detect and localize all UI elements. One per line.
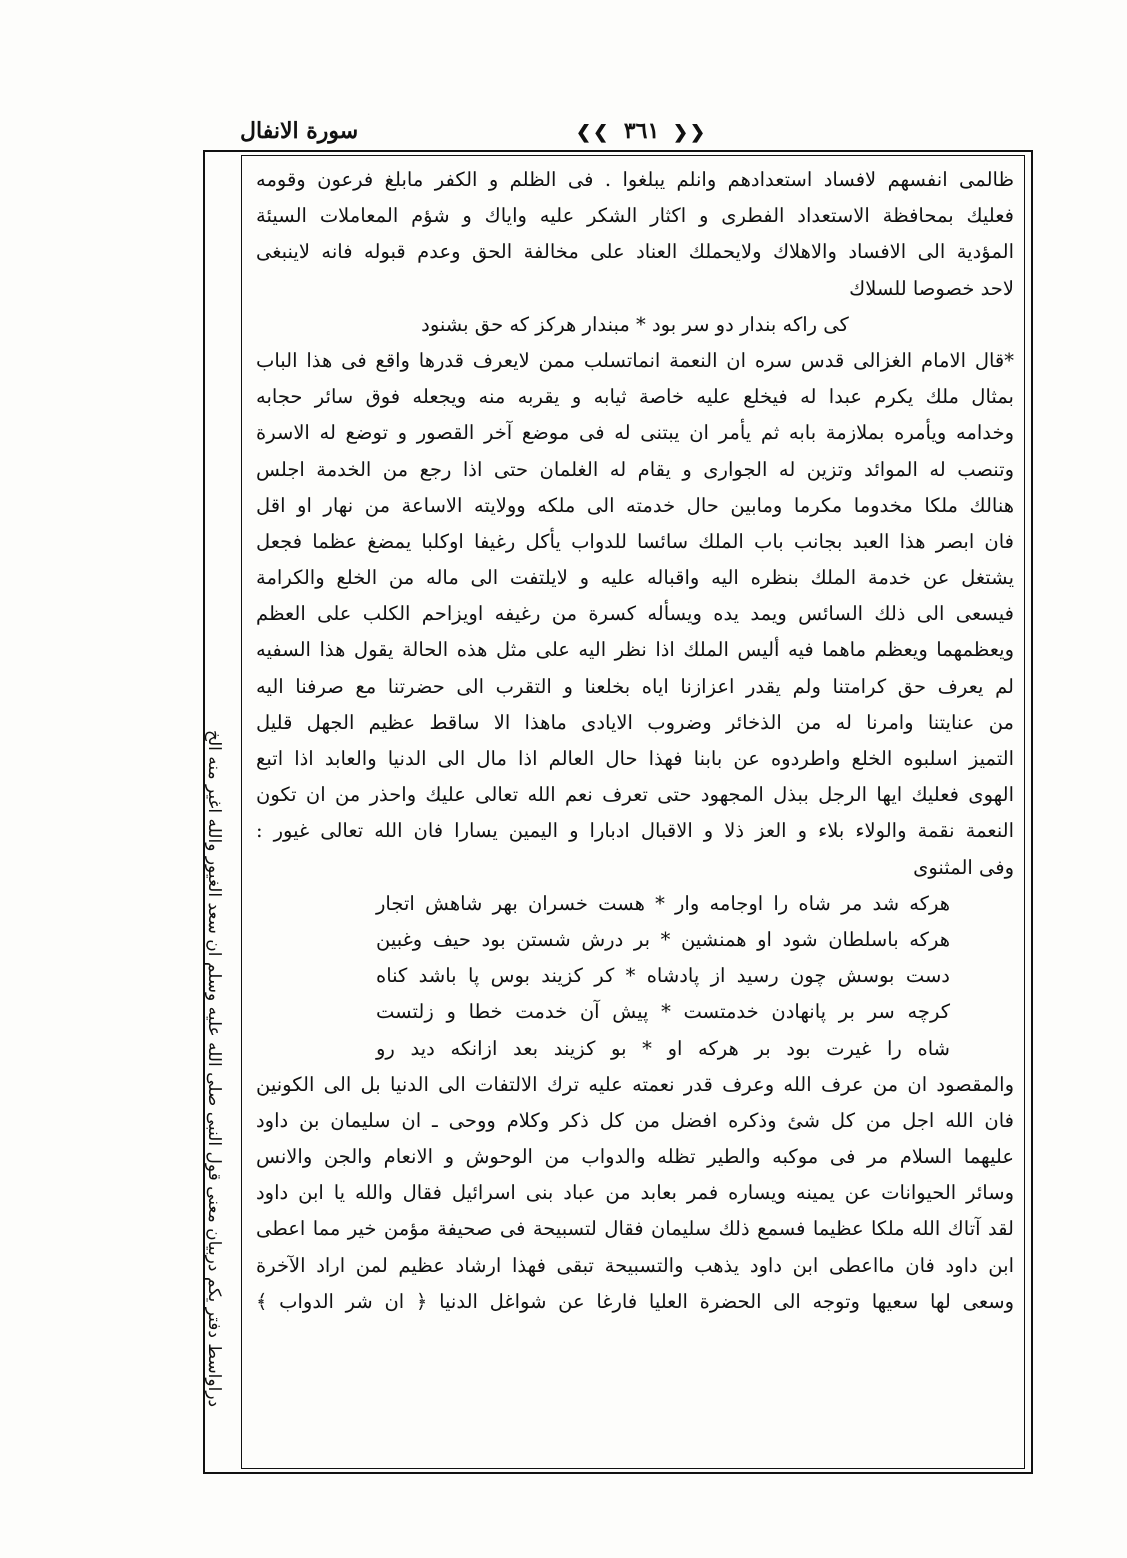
text-line: التميز اسلبوه الخلع واطردوه عن بابنا فهذا حال العالم اذا مال الى الدنيا والعابد اذا اتبع [256, 747, 1014, 770]
poem-line: هركه شد مر شاه را اوجامه وار * هست خسران بهر شاهش اتجار [376, 891, 950, 915]
page-header [240, 118, 1040, 148]
text-line: *قال الامام الغزالى قدس سره ان النعمة انماتسلب ممن لايعرف قدرها واقع فى هذا الباب [256, 348, 1014, 372]
poem-line: كرچه سر بر پانهادن خدمتست * پيش آن خدمت خطا و زلتست [376, 1000, 950, 1024]
text-line: وسائر الحيوانات عن يمينه ويساره فمر بعابد من عباد بنى اسرائيل فقال والله يا ابن داود [256, 1181, 1014, 1205]
text-line: الهوى فعليك ايها الرجل ببذل المجهود حتى تعرف نعم الله تعالى عليك واحذر من ان تكون [256, 783, 1014, 807]
poem-line: هركه باسلطان شود او همنشين * بر درش شستن بود حيف وغبين [376, 927, 950, 951]
ornament-right-icon: ❮❮ [672, 122, 708, 143]
text-line: يشتغل عن خدمة الملك بنظره اليه واقباله عليه و لايلتفت الى ماله من الخلع والكرامة [256, 566, 1014, 590]
text-line: فان الله اجل من كل شئ وذكره افضل من كل ذكر وكلام ووحى ـ ان سليمان بن داود [256, 1108, 1014, 1132]
text-line: لم يعرف حق كرامتنا ولم يقدر اعزازنا اياه بخلعنا و التقرب الى حضرتنا مع صرفنا اليه [256, 674, 1014, 698]
text-line: وخدامه ويأمره بملازمة بابه ثم يأمر ان يبتنى له فى موضع آخر القصور و توضع له الاسرة [256, 421, 1014, 445]
text-line: هنالك ملكا مخدوما مكرما ومابين حال خدمته الى ملكه وولايته الاساعة من نهار او اقل [256, 493, 1014, 517]
page-number: ٣٦١ [623, 118, 660, 144]
poem-line: شاه را غيرت بود بر هركه او * بو كزيند بعد ازانكه ديد رو [376, 1036, 950, 1060]
text-line: المؤدية الى الافساد والاهلاك ولايحملك العناد على مخالفة الحق وعدم قبوله فانه لاينبغى [256, 240, 1014, 264]
poem-line: دست بوسش چون رسيد از پادشاه * كر كزيند بوس پا باشد كناه [376, 964, 950, 988]
text-line: فيسعى الى ذلك السائس ويمد يده ويسأله كسرة من رغيفه اويزاحم الكلب على العظم [256, 602, 1014, 626]
text-line: فعليك بمحافظة الاستعداد الفطرى و اكثار الشكر عليه واياك و شؤم المعاملات السيئة [256, 204, 1014, 228]
text-line: وتنصب له الموائد وتزين له الجوارى و يقام له الغلمان حتى اذا رجع من الخدمة اجلس [256, 457, 1014, 481]
text-line: وفى المثنوى [913, 855, 1014, 879]
text-line: من عنايتنا وامرنا له من الذخائر وضروب الايادى ماهذا الا ساقط عظيم الجهل قليل [256, 710, 1014, 734]
ornament-left-icon: ❯❯ [576, 122, 611, 143]
text-line: ويعظمهما ويعظم ماهما فيه أليس الملك اذا نظر اليه على مثل هذه الحالة يقول هذا السفيه [256, 638, 1014, 662]
text-line: النعمة نقمة والولاء بلاء و العز ذلا و الاقبال ادبارا و اليمين يسارا فان الله تعالى غيور : [256, 819, 1014, 843]
text-line: والمقصود ان من عرف الله وعرف قدر نعمته عليه ترك الالتفات الى الدنيا بل الى الكونين [256, 1072, 1014, 1096]
text-line: بمثال ملك يكرم عبدا له فيخلع عليه خاصة ثيابه و يقربه منه ويجعله فوق سائر حجابه [256, 385, 1014, 409]
text-line: لاحد خصوصا للسلاك [849, 276, 1014, 300]
page-number-group [570, 118, 713, 144]
text-line: فان ابصر هذا العبد بجانب باب الملك سائسا للدواب يأكل رغيفا اوكلبا يمضغ عظما فجعل [256, 529, 1014, 553]
verse-line: كى راكه بندار دو سر بود * مبندار هركز كه حق بشنود [421, 312, 849, 336]
text-line: عليهما السلام مر فى موكبه والطير تظله والدواب من الوحوش و الانعام والجن والانس [256, 1145, 1014, 1169]
main-text-body [256, 162, 1014, 1320]
text-line: لقد آتاك الله ملكا عظيما فسمع ذلك سليمان فقال لتسبيحة فى صحيفة مؤمن خير مما اعطى [256, 1217, 1014, 1241]
margin-note-text: دراواسط دفتر يكم دربيان معنى قول النبى صلى الله عليه وسلم ان سعد الغيور والله اغير منه الخ [204, 730, 224, 1408]
surah-title: سورة الانفال [240, 118, 359, 144]
text-line: ابن داود فان مااعطى ابن داود يذهب والتسبيحة تبقى فهذا ارشاد عظيم لمن اراد الآخرة [256, 1253, 1014, 1277]
margin-note [204, 730, 238, 1450]
text-line: ظالمى انفسهم لافساد استعدادهم وانلم يبلغوا . فى الظلم و الكفر مابلغ فرعون وقومه [256, 168, 1014, 191]
text-line: وسعى لها سعيها وتوجه الى الحضرة العليا فارغا عن شواغل الدنيا ﴿ ان شر الدواب ﴾ [256, 1289, 1014, 1313]
